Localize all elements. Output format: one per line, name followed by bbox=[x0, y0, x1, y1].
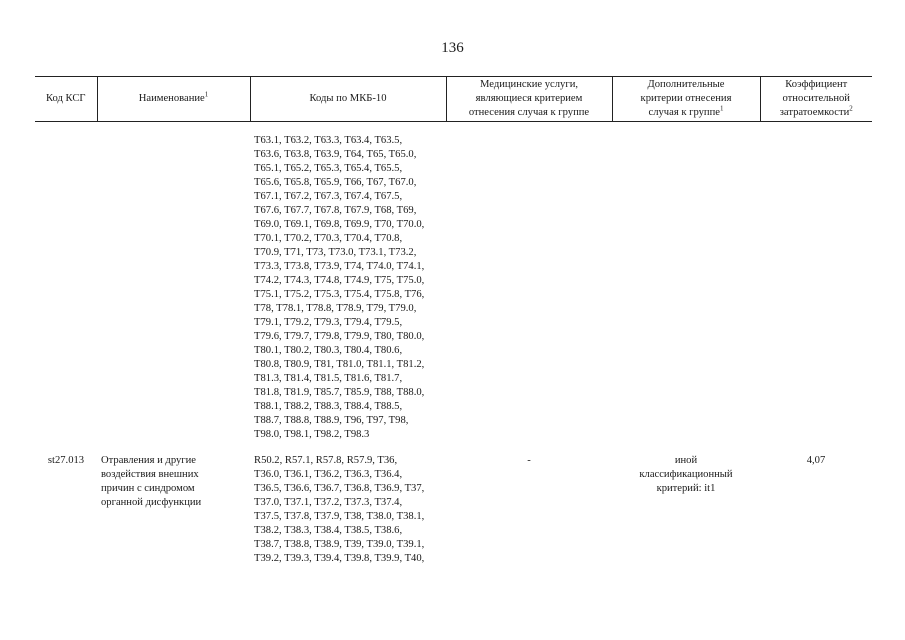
cell-services: - bbox=[527, 455, 531, 466]
text-line: T80.1, T80.2, T80.3, T80.4, T80.6, bbox=[254, 345, 403, 356]
ksg-table bbox=[35, 76, 872, 566]
cell-services bbox=[446, 134, 612, 442]
page-number: 136 bbox=[441, 40, 464, 56]
text-line: T38.2, T38.3, T38.4, T38.5, T38.6, bbox=[254, 525, 403, 536]
text-line: T63.1, T63.2, T63.3, T63.4, T63.5, bbox=[254, 135, 403, 146]
text-line: T73.3, T73.8, T73.9, T74, T74.0, T74.1, bbox=[254, 261, 425, 272]
text-line: R50.2, R57.1, R57.8, R57.9, T36, bbox=[254, 455, 398, 466]
cell-coefficient bbox=[760, 134, 872, 442]
header-name-footnote: 1 bbox=[204, 90, 209, 99]
text-line: T79.6, T79.7, T79.8, T79.9, T80, T80.0, bbox=[254, 331, 425, 342]
cell-criteria bbox=[612, 134, 760, 442]
cell-criteria bbox=[612, 454, 760, 566]
text-line: критерий: it1 bbox=[656, 483, 716, 494]
cell-name bbox=[97, 454, 250, 566]
cell-coefficient: 4,07 bbox=[806, 455, 826, 466]
text-line: T65.1, T65.2, T65.3, T65.4, T65.5, bbox=[254, 163, 403, 174]
text-line: T36.0, T36.1, T36.2, T36.3, T36.4, bbox=[254, 469, 403, 480]
cell-code: st27.013 bbox=[47, 455, 85, 466]
cell-icd-codes bbox=[250, 134, 446, 442]
text-line: T67.1, T67.2, T67.3, T67.4, T67.5, bbox=[254, 191, 403, 202]
text-line: T67.6, T67.7, T67.8, T67.9, T68, T69, bbox=[254, 205, 417, 216]
text-line: T69.0, T69.1, T69.8, T69.9, T70, T70.0, bbox=[254, 219, 425, 230]
text-line: T37.0, T37.1, T37.2, T37.3, T37.4, bbox=[254, 497, 403, 508]
text-line: T70.9, T71, T73, T73.0, T73.1, T73.2, bbox=[254, 247, 417, 258]
table-row-continuation bbox=[35, 134, 872, 442]
text-line: T80.8, T80.9, T81, T81.0, T81.1, T81.2, bbox=[254, 359, 425, 370]
text-line: органной дисфункции bbox=[101, 497, 202, 508]
text-line: T70.1, T70.2, T70.3, T70.4, T70.8, bbox=[254, 233, 403, 244]
text-line: причин с синдромом bbox=[101, 483, 195, 494]
text-line: T88.7, T88.8, T88.9, T96, T97, T98, bbox=[254, 415, 409, 426]
text-line: T38.7, T38.8, T38.9, T39, T39.0, T39.1, bbox=[254, 539, 425, 550]
text-line: T78, T78.1, T78.8, T78.9, T79, T79.0, bbox=[254, 303, 417, 314]
text-line: T39.2, T39.3, T39.4, T39.8, T39.9, T40, bbox=[254, 553, 425, 564]
header-services: Медицинские услуги, являющиеся критерием отнесения случая к группе bbox=[446, 77, 612, 122]
text-line: T65.6, T65.8, T65.9, T66, T67, T67.0, bbox=[254, 177, 417, 188]
cell-name bbox=[97, 134, 250, 442]
header-criteria-footnote: 1 bbox=[719, 104, 724, 113]
table-row bbox=[35, 454, 872, 566]
text-line: иной bbox=[674, 455, 698, 466]
text-line: T37.5, T37.8, T37.9, T38, T38.0, T38.1, bbox=[254, 511, 425, 522]
text-line: T75.1, T75.2, T75.3, T75.4, T75.8, T76, bbox=[254, 289, 425, 300]
cell-code bbox=[35, 134, 97, 442]
text-line: T36.5, T36.6, T36.7, T36.8, T36.9, T37, bbox=[254, 483, 425, 494]
header-criteria: Дополнительные критерии отнесения случая к группе$^1$ bbox=[612, 77, 760, 122]
text-line: T81.8, T81.9, T85.7, T85.9, T88, T88.0, bbox=[254, 387, 425, 398]
text-line: T88.1, T88.2, T88.3, T88.4, T88.5, bbox=[254, 401, 403, 412]
text-line: T79.1, T79.2, T79.3, T79.4, T79.5, bbox=[254, 317, 403, 328]
header-code: Код КСГ bbox=[35, 77, 97, 122]
table-header-row bbox=[35, 77, 872, 122]
header-name: Наименование$^1$ bbox=[97, 77, 250, 122]
header-icd: Коды по МКБ-10 bbox=[250, 77, 446, 122]
text-line: T98.0, T98.1, T98.2, T98.3 bbox=[254, 429, 370, 440]
text-line: T81.3, T81.4, T81.5, T81.6, T81.7, bbox=[254, 373, 403, 384]
text-line: T63.6, T63.8, T63.9, T64, T65, T65.0, bbox=[254, 149, 417, 160]
text-line: Отравления и другие bbox=[101, 455, 196, 466]
header-coefficient-footnote: 2 bbox=[849, 104, 853, 113]
text-line: классификационный bbox=[639, 469, 733, 480]
cell-icd-codes bbox=[250, 454, 446, 566]
text-line: T74.2, T74.3, T74.8, T74.9, T75, T75.0, bbox=[254, 275, 425, 286]
header-coefficient: Коэффициент относительной затратоемкости$^2$ bbox=[760, 77, 872, 122]
text-line: воздействия внешних bbox=[101, 469, 199, 480]
